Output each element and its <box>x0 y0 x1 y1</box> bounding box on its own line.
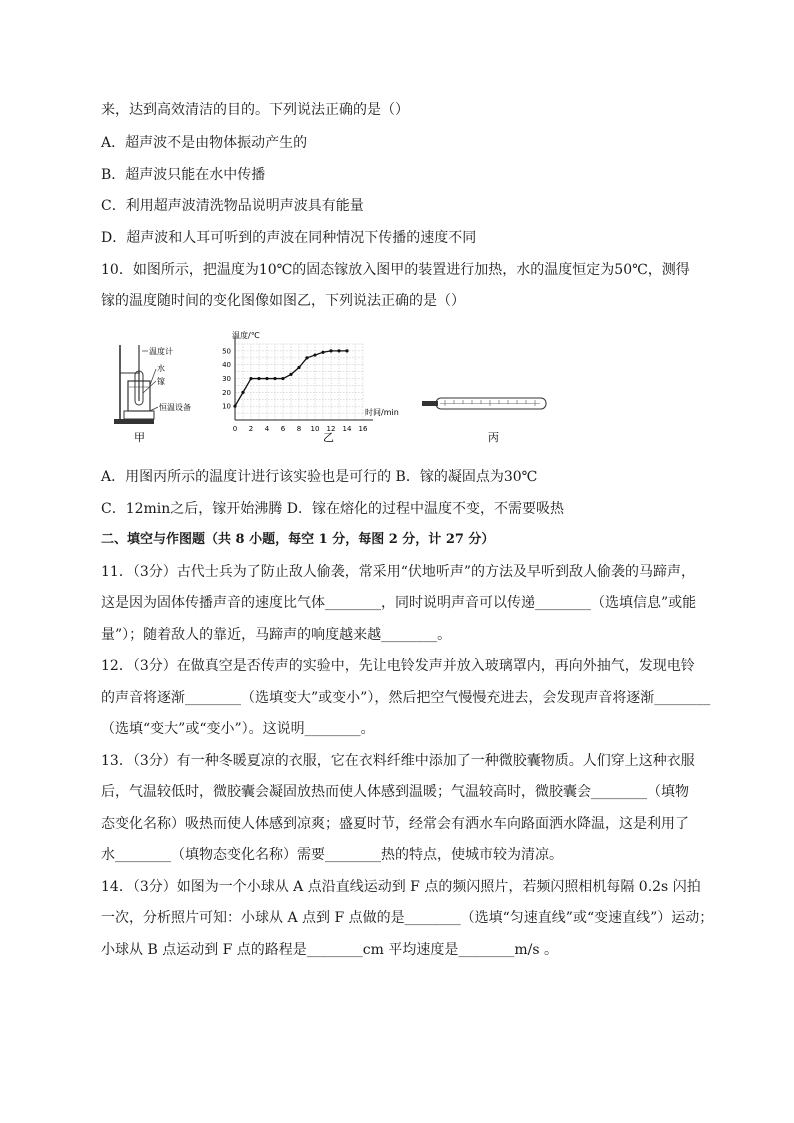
q11-line1: 11．（3分）古代士兵为了防止敌人偷袭，常采用“伏地听声”的方法及早听到敌人偷袭的马蹄声， <box>101 564 696 580</box>
q9-option-c: C．利用超声波清洗物品说明声波具有能量 <box>101 198 364 214</box>
q13-line3: 态变化名称）吸热而使人体感到凉爽；盛夏时节，经常会有洒水车向路面洒水降温，这是利用了 <box>101 816 689 832</box>
temperature-time-chart <box>222 330 399 444</box>
data-point <box>329 349 332 352</box>
data-point <box>321 351 324 354</box>
data-point <box>257 377 260 380</box>
data-point <box>289 373 292 376</box>
apparatus-figure <box>114 345 191 444</box>
data-point <box>297 366 300 369</box>
data-point <box>305 356 308 359</box>
fig-a-caption: 甲 <box>134 431 145 444</box>
q12-line2: 的声音将逐渐________（选填变大”或变小”），然后把空气慢慢充进去，会发现声音将逐渐________ <box>101 690 711 706</box>
q11-line2: 这是因为固体传播声音的速度比气体________，同时说明声音可以传递________（选填信息”或能 <box>101 595 697 611</box>
device-label: 恒温设备 <box>159 403 191 412</box>
q14-line1: 14．（3分）如图为一个小球从 A 点沿直线运动到 F 点的频闪照片，若频闪照相机每隔 0.2s 闪拍 <box>101 879 701 895</box>
data-point <box>233 405 236 408</box>
q10-option-ab: A．用图丙所示的温度计进行该实验也是可行的 B．镓的凝固点为30℃ <box>101 469 538 485</box>
x-tick-label: 16 <box>358 425 368 433</box>
y-tick-label: 20 <box>222 388 231 397</box>
data-point <box>273 377 276 380</box>
q9-option-a: A．超声波不是由物体振动产生的 <box>101 135 308 151</box>
gallium-label: 镓 <box>157 377 165 386</box>
q9-option-d: D．超声波和人耳可听到的声波在同种情况下传播的速度不同 <box>101 230 477 246</box>
water-label: 水 <box>157 364 165 373</box>
data-point <box>281 377 284 380</box>
x-tick-label: 4 <box>264 425 270 433</box>
y-tick-label: 50 <box>222 347 231 356</box>
chart-xlabel: 时间/min <box>365 408 399 417</box>
q12-line3: （选填“变大”或“变小”）。这说明________。 <box>101 721 375 737</box>
data-point <box>265 377 268 380</box>
thermometer-label: 温度计 <box>149 347 173 356</box>
data-point <box>241 391 244 394</box>
thermometer-figure <box>422 398 546 444</box>
q13-line1: 13．（3分）有一种冬暖夏凉的衣服，它在衣料纤维中添加了一种微胶囊物质。人们穿上这种衣服 <box>101 753 695 769</box>
x-tick-label: 12 <box>326 425 336 433</box>
q13-line2: 后，气温较低时，微胶囊会凝固放热而使人体感到温暖；气温较高时，微胶囊会________（填物 <box>101 784 689 800</box>
q10-option-cd: C．12min之后，镓开始沸腾 D．镓在熔化的过程中温度不变，不需要吸热 <box>101 501 564 517</box>
x-tick-label: 8 <box>296 425 302 433</box>
x-tick-label: 10 <box>310 425 320 433</box>
x-tick-label: 6 <box>280 425 286 433</box>
q9-option-b: B．超声波只能在水中传播 <box>101 167 266 183</box>
q12-line1: 12．（3分）在做真空是否传声的实验中，先让电铃发声并放入玻璃罩内，再向外抽气，发现电铃 <box>101 658 695 674</box>
x-tick-label: 2 <box>248 425 254 433</box>
chart-ylabel: 温度/℃ <box>232 331 260 340</box>
x-tick-label: 0 <box>232 425 238 433</box>
q10-figures <box>100 323 580 448</box>
x-tick-label: 14 <box>342 425 352 433</box>
q10-stem-line1: 10．如图所示，把温度为10℃的固态镓放入图甲的装置进行加热，水的温度恒定为50℃，测得 <box>101 262 690 278</box>
q11-line3: 量”）；随着敌人的靠近，马蹄声的响度越来越________。 <box>101 627 452 643</box>
q9-stem-end: 来，达到高效清洁的目的。下列说法正确的是（） <box>101 102 409 118</box>
fig-c-caption: 丙 <box>488 431 499 444</box>
q10-stem-line2: 镓的温度随时间的变化图像如图乙，下列说法正确的是（） <box>101 293 465 309</box>
y-tick-label: 30 <box>222 375 231 384</box>
q14-line3: 小球从 B 点运动到 F 点的路程是________cm 平均速度是________m/s 。 <box>101 942 558 958</box>
section-heading: 二、填空与作图题（共 8 小题，每空 1 分，每图 2 分，计 27 分） <box>101 532 495 547</box>
data-point <box>313 353 316 356</box>
data-point <box>249 377 252 380</box>
q14-line2: 一次，分析照片可知：小球从 A 点到 F 点做的是________（选填“匀速直线”或“变速直线”）运动； <box>101 910 714 926</box>
y-tick-label: 10 <box>222 402 231 411</box>
q13-line4: 水________（填物态变化名称）需要________热的特点，使城市较为清凉。 <box>101 847 563 863</box>
data-point <box>337 349 340 352</box>
y-tick-label: 40 <box>222 361 231 370</box>
fig-b-caption: 乙 <box>323 431 334 444</box>
data-point <box>345 349 348 352</box>
